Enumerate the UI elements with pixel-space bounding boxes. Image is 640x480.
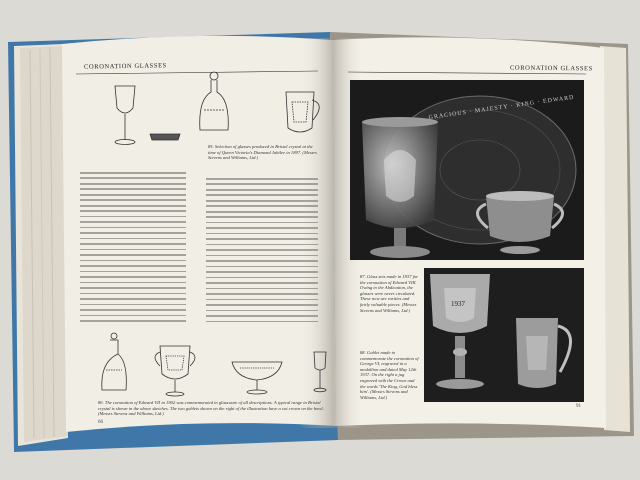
left-running-head: CORONATION GLASSES [83, 62, 167, 71]
caption-low-text: 88. Goblet made to commemorate the coronation of George VI, engraved in a medallion and dated May 12th 1937. On the right a jug engraved with the Crown and the words 'The King, God bless him'. [360, 350, 419, 395]
photo-george-vi-goblet-and-jug [424, 268, 584, 402]
caption-top-text: 85. Selection of glasses produced in Bristol crystal at the time of Queen Victoria's Diamond Jubilee in 1897. [208, 144, 313, 155]
caption-bottom-text: 86. The coronation of Edward VII in 1902 was commemorated in glassware of all descriptions. A typical range in Bristol crystal is shown in the above sketches. The two goblets shown on the right of the illustration have a cut crown on the bowl. [98, 400, 324, 411]
caption-mid [360, 274, 420, 313]
caption-bottom [98, 400, 326, 417]
caption-low-credit: (Messrs Stevens and Williams, Ltd.) [360, 389, 408, 400]
caption-mid-credit: (Messrs Stevens and Williams, Ltd.) [360, 301, 417, 313]
caption-low [360, 350, 420, 400]
left-body-column-2 [206, 178, 318, 326]
left-body-column-1 [80, 172, 186, 326]
caption-top-credit: (Messrs Stevens and Williams, Ltd.) [208, 149, 317, 161]
plate-text: GRACIOUS · MAJESTY · KING · EDWARD [428, 94, 575, 122]
caption-bottom-credit: (Messrs Stevens and Williams, Ltd.) [98, 411, 164, 417]
photo-edward-viii-glasses [350, 80, 584, 260]
right-page-number: 91 [576, 404, 581, 409]
caption-mid-text: 87. Glass sets made in 1937 for the coronation of Edward VIII. Owing to the Abdication, the glasses were never circulated. These now are rarities and fairly valuable pieces. [360, 274, 419, 307]
caption-top [208, 144, 320, 161]
left-page-number: 66 [98, 420, 103, 425]
engraved-year: 1937 [451, 300, 465, 308]
right-running-head: CORONATION GLASSES [509, 64, 593, 73]
